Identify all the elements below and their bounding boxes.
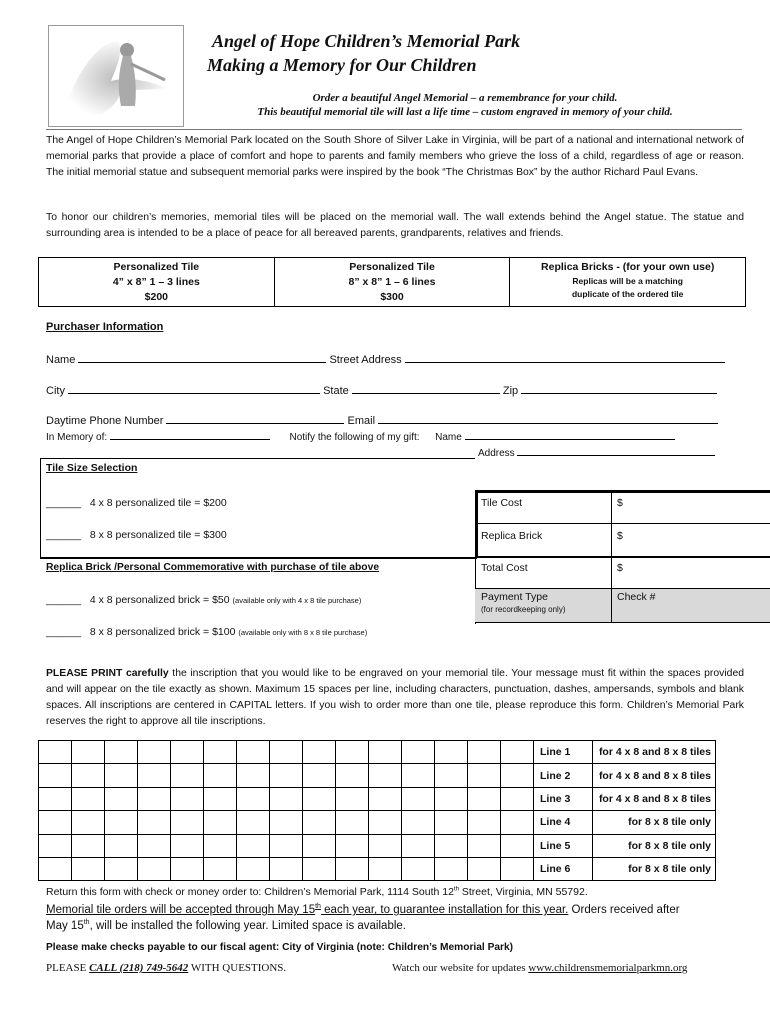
letter-box[interactable] bbox=[501, 787, 534, 810]
deadline-line bbox=[46, 903, 680, 916]
inscription-grid bbox=[38, 740, 716, 881]
header-divider bbox=[46, 129, 742, 130]
letter-box[interactable] bbox=[204, 834, 237, 857]
letter-box[interactable] bbox=[138, 811, 171, 834]
notify-name-label: Name bbox=[435, 432, 462, 443]
deadline-sup: th bbox=[315, 903, 321, 910]
letter-box[interactable] bbox=[303, 811, 336, 834]
letter-box[interactable] bbox=[303, 787, 336, 810]
return-text-2: Street, Virginia, MN 55792. bbox=[458, 886, 588, 898]
line-tile-note: for 4 x 8 and 8 x 8 tiles bbox=[593, 787, 716, 810]
pricing-title: Personalized Tile bbox=[113, 261, 200, 273]
total-cost-row bbox=[475, 558, 770, 589]
letter-box[interactable] bbox=[171, 811, 204, 834]
letter-box[interactable] bbox=[237, 811, 270, 834]
pricing-price: $300 bbox=[380, 291, 404, 303]
letter-box[interactable] bbox=[138, 764, 171, 787]
letter-box[interactable] bbox=[39, 764, 72, 787]
line-label: Line 6 bbox=[534, 857, 593, 880]
tagline-2: This beautiful memorial tile will last a life time – custom engraved in memory of your child. bbox=[257, 106, 673, 118]
brick-option-8x8[interactable] bbox=[46, 625, 367, 640]
option-label: 8 x 8 personalized tile = $300 bbox=[89, 529, 227, 541]
zip-field[interactable] bbox=[521, 382, 717, 394]
letter-box[interactable] bbox=[468, 741, 501, 764]
deadline2-text-2: , will be installed the following year. Limited space is available. bbox=[89, 919, 406, 932]
name-field[interactable] bbox=[78, 351, 326, 363]
line-label: Line 4 bbox=[534, 811, 593, 834]
letter-box[interactable] bbox=[171, 857, 204, 880]
payment-note: (for recordkeeping only) bbox=[481, 605, 566, 614]
letter-box[interactable] bbox=[336, 741, 369, 764]
purchaser-heading: Purchaser Information bbox=[46, 321, 164, 333]
pricing-title: Replica Bricks - (for your own use) bbox=[541, 261, 715, 273]
line-label: Line 1 bbox=[534, 741, 593, 764]
letter-box[interactable] bbox=[270, 857, 303, 880]
letter-box[interactable] bbox=[237, 857, 270, 880]
letter-box[interactable] bbox=[237, 764, 270, 787]
website-line bbox=[392, 962, 687, 974]
letter-box[interactable] bbox=[336, 787, 369, 810]
letter-box[interactable] bbox=[72, 857, 105, 880]
line-tile-note: for 4 x 8 and 8 x 8 tiles bbox=[593, 741, 716, 764]
letter-box[interactable] bbox=[237, 741, 270, 764]
inscription-row bbox=[39, 787, 716, 810]
letter-box[interactable] bbox=[105, 741, 138, 764]
letter-box[interactable] bbox=[402, 857, 435, 880]
letter-box[interactable] bbox=[72, 834, 105, 857]
email-label: Email bbox=[347, 415, 376, 427]
letter-box[interactable] bbox=[171, 741, 204, 764]
replica-label: Replica Brick bbox=[481, 530, 543, 542]
letter-box[interactable] bbox=[105, 811, 138, 834]
letter-box[interactable] bbox=[105, 787, 138, 810]
letter-box[interactable] bbox=[105, 834, 138, 857]
replica-heading: Replica Brick /Personal Commemorative with purchase of tile above bbox=[46, 562, 380, 573]
page-subtitle: Making a Memory for Our Children bbox=[207, 55, 477, 75]
pricing-replica bbox=[509, 258, 745, 306]
letter-box[interactable] bbox=[369, 857, 402, 880]
letter-box[interactable] bbox=[171, 764, 204, 787]
city-row bbox=[46, 382, 717, 398]
letter-box[interactable] bbox=[369, 811, 402, 834]
inscription-row bbox=[39, 834, 716, 857]
notify-address-label: Address bbox=[478, 448, 515, 459]
pricing-title: Personalized Tile bbox=[349, 261, 435, 273]
inscription-text: the inscription that you would like to be engraved on your memorial tile. Your message must fit within the spaces provided and will appear on the tile exactly as shown. Maximum 15 spaces per line, including characters, punctuation, dashes, ampersands, symbols and blank spaces. All inscriptions are centered in CAPITAL letters. If you wish to order more than one tile, please reproduce this form. Children’s Memorial Park reserves the right to approve all tile inscriptions. bbox=[46, 668, 744, 727]
letter-box[interactable] bbox=[402, 741, 435, 764]
option-label: 4 x 8 personalized brick = $50 bbox=[89, 594, 230, 606]
intro-paragraph-2: To honor our children’s memories, memorial tiles will be placed on the memorial wall. The wall extends behind the Angel statue. The statue and surrounding area is intended to be a place of peace for all bereaved parents, grandparents, relatives and friends. bbox=[46, 212, 744, 239]
letter-box[interactable] bbox=[501, 764, 534, 787]
option-label: 8 x 8 personalized brick = $100 bbox=[89, 626, 236, 638]
memory-row bbox=[46, 429, 675, 445]
letter-box[interactable] bbox=[468, 787, 501, 810]
letter-box[interactable] bbox=[369, 834, 402, 857]
letter-box[interactable] bbox=[501, 834, 534, 857]
pricing-8x8 bbox=[274, 258, 510, 306]
letter-box[interactable] bbox=[138, 787, 171, 810]
street-label: Street Address bbox=[329, 354, 402, 366]
website-link[interactable]: www.childrensmemorialparkmn.org bbox=[528, 962, 688, 974]
letter-box[interactable] bbox=[435, 787, 468, 810]
brick-option-4x8[interactable] bbox=[46, 593, 361, 608]
call-text-2: WITH QUESTIONS. bbox=[188, 962, 287, 974]
inscription-instructions bbox=[46, 666, 744, 730]
letter-box[interactable] bbox=[105, 764, 138, 787]
letter-box[interactable] bbox=[270, 764, 303, 787]
phone-row bbox=[46, 412, 718, 428]
line-label: Line 3 bbox=[534, 787, 593, 810]
street-field[interactable] bbox=[405, 351, 725, 363]
letter-box[interactable] bbox=[39, 787, 72, 810]
letter-box[interactable] bbox=[171, 834, 204, 857]
pricing-note: Replicas will be a matching bbox=[572, 276, 683, 286]
letter-box[interactable] bbox=[501, 857, 534, 880]
tile-cost-field[interactable]: $ bbox=[617, 497, 623, 509]
letter-box[interactable] bbox=[402, 787, 435, 810]
letter-box[interactable] bbox=[336, 764, 369, 787]
letter-box[interactable] bbox=[336, 857, 369, 880]
deadline2-text: May 15 bbox=[46, 919, 84, 932]
phone-field[interactable] bbox=[166, 412, 344, 424]
name-row bbox=[46, 351, 725, 367]
replica-field[interactable]: $ bbox=[617, 530, 623, 542]
letter-box[interactable] bbox=[468, 857, 501, 880]
in-memory-field[interactable] bbox=[110, 429, 270, 440]
option-note: (available only with 4 x 8 tile purchase) bbox=[232, 596, 362, 605]
option-label: 4 x 8 personalized tile = $200 bbox=[89, 497, 227, 509]
line-label: Line 5 bbox=[534, 834, 593, 857]
angel-logo bbox=[48, 25, 184, 127]
line-tile-note: for 8 x 8 tile only bbox=[593, 857, 716, 880]
tile-size-bottom-border bbox=[40, 557, 477, 559]
letter-box[interactable] bbox=[171, 787, 204, 810]
inscription-row bbox=[39, 811, 716, 834]
inscription-row bbox=[39, 857, 716, 880]
return-sup: th bbox=[453, 886, 459, 893]
pricing-note: duplicate of the ordered tile bbox=[571, 289, 684, 299]
state-label: State bbox=[323, 385, 349, 397]
letter-box[interactable] bbox=[336, 811, 369, 834]
replica-row bbox=[475, 523, 770, 556]
letter-box[interactable] bbox=[468, 811, 501, 834]
letter-box[interactable] bbox=[72, 741, 105, 764]
cost-box bbox=[475, 490, 770, 623]
name-label: Name bbox=[46, 354, 76, 366]
payment-label: Payment Type bbox=[481, 591, 548, 603]
letter-box[interactable] bbox=[303, 764, 336, 787]
deadline-text-3: Orders received after bbox=[568, 903, 680, 916]
letter-box[interactable] bbox=[303, 834, 336, 857]
letter-box[interactable] bbox=[204, 764, 237, 787]
blank-line: ______ bbox=[46, 497, 82, 509]
tagline-1: Order a beautiful Angel Memorial – a remembrance for your child. bbox=[312, 92, 618, 104]
inscription-row bbox=[39, 764, 716, 787]
letter-box[interactable] bbox=[369, 741, 402, 764]
check-number-field[interactable]: Check # bbox=[617, 591, 656, 603]
payable-note: Please make checks payable to our fiscal agent: City of Virginia (note: Children’s Memorial Park) bbox=[46, 942, 514, 953]
letter-box[interactable] bbox=[501, 741, 534, 764]
pricing-table bbox=[38, 257, 746, 307]
total-cost-label: Total Cost bbox=[481, 562, 528, 574]
letter-box[interactable] bbox=[204, 787, 237, 810]
notify-address-row bbox=[478, 445, 715, 461]
zip-label: Zip bbox=[502, 385, 519, 397]
notify-address-field[interactable] bbox=[517, 445, 715, 456]
payment-row bbox=[475, 589, 770, 623]
in-memory-label: In Memory of: bbox=[46, 432, 108, 443]
letter-box[interactable] bbox=[204, 857, 237, 880]
tile-option-8x8[interactable] bbox=[46, 528, 227, 542]
deadline2-sup: th bbox=[83, 919, 90, 926]
deadline-text: Memorial tile orders will be accepted through May 15 bbox=[46, 903, 316, 916]
letter-box[interactable] bbox=[336, 834, 369, 857]
notify-name-field[interactable] bbox=[465, 429, 675, 440]
tile-cost-label: Tile Cost bbox=[481, 497, 523, 509]
pricing-size: 4” x 8” 1 – 3 lines bbox=[112, 276, 200, 288]
letter-box[interactable] bbox=[72, 764, 105, 787]
letter-box[interactable] bbox=[435, 857, 468, 880]
letter-box[interactable] bbox=[369, 764, 402, 787]
tile-size-left-border bbox=[40, 458, 41, 558]
deadline-line-2 bbox=[46, 919, 406, 932]
angel-silhouette-icon bbox=[49, 26, 183, 126]
letter-box[interactable] bbox=[237, 787, 270, 810]
letter-box[interactable] bbox=[39, 741, 72, 764]
city-label: City bbox=[46, 385, 65, 397]
total-cost-field[interactable]: $ bbox=[617, 562, 623, 574]
letter-box[interactable] bbox=[435, 811, 468, 834]
letter-box[interactable] bbox=[435, 834, 468, 857]
letter-box[interactable] bbox=[468, 764, 501, 787]
return-text: Return this form with check or money order to: Children’s Memorial Park, 1114 South 12 bbox=[46, 886, 454, 898]
letter-box[interactable] bbox=[303, 857, 336, 880]
return-address bbox=[46, 886, 588, 898]
letter-box[interactable] bbox=[270, 787, 303, 810]
letter-box[interactable] bbox=[138, 741, 171, 764]
letter-box[interactable] bbox=[303, 741, 336, 764]
letter-box[interactable] bbox=[501, 811, 534, 834]
phone-number[interactable]: CALL (218) 749-5642 bbox=[89, 962, 189, 974]
state-field[interactable] bbox=[352, 382, 500, 394]
notify-label: Notify the following of my gift: bbox=[289, 432, 420, 443]
option-note: (available only with 8 x 8 tile purchase) bbox=[238, 628, 368, 637]
letter-box[interactable] bbox=[270, 811, 303, 834]
email-field[interactable] bbox=[378, 412, 718, 424]
deadline-text-2: each year, to guarantee installation for this year. bbox=[320, 903, 569, 916]
tile-option-4x8[interactable] bbox=[46, 496, 227, 510]
call-text: PLEASE bbox=[46, 962, 90, 974]
letter-box[interactable] bbox=[270, 834, 303, 857]
intro-paragraph: The Angel of Hope Children’s Memorial Park located on the South Shore of Silver Lake in Virginia, will be part of a national and international network of memorial parks that provide a place of comfort and hope to parents and family members who grieve the loss of a child, regardless of age or reason. The initial memorial statue and subsequent memorial parks were inspired by the book “The Christmas Box” by the author Richard Paul Evans. bbox=[46, 135, 744, 178]
letter-box[interactable] bbox=[138, 857, 171, 880]
inscription-row bbox=[39, 741, 716, 764]
letter-box[interactable] bbox=[435, 741, 468, 764]
letter-box[interactable] bbox=[369, 787, 402, 810]
city-field[interactable] bbox=[68, 382, 320, 394]
tile-cost-row bbox=[475, 490, 770, 524]
line-tile-note: for 4 x 8 and 8 x 8 tiles bbox=[593, 764, 716, 787]
letter-box[interactable] bbox=[72, 811, 105, 834]
letter-box[interactable] bbox=[105, 857, 138, 880]
letter-box[interactable] bbox=[435, 764, 468, 787]
blank-line: ______ bbox=[46, 594, 82, 606]
letter-box[interactable] bbox=[402, 834, 435, 857]
website-label: Watch our website for updates bbox=[392, 962, 529, 974]
phone-label: Daytime Phone Number bbox=[46, 415, 164, 427]
letter-box[interactable] bbox=[204, 741, 237, 764]
letter-box[interactable] bbox=[204, 811, 237, 834]
tile-size-heading: Tile Size Selection bbox=[46, 462, 138, 474]
call-line bbox=[46, 962, 286, 974]
page-title: Angel of Hope Children’s Memorial Park bbox=[212, 31, 521, 51]
pricing-price: $200 bbox=[144, 291, 169, 303]
letter-box[interactable] bbox=[39, 811, 72, 834]
letter-box[interactable] bbox=[72, 787, 105, 810]
letter-box[interactable] bbox=[270, 741, 303, 764]
line-tile-note: for 8 x 8 tile only bbox=[593, 811, 716, 834]
letter-box[interactable] bbox=[402, 764, 435, 787]
letter-box[interactable] bbox=[39, 834, 72, 857]
pricing-size: 8” x 8” 1 – 6 lines bbox=[348, 276, 436, 288]
letter-box[interactable] bbox=[39, 857, 72, 880]
line-label: Line 2 bbox=[534, 764, 593, 787]
please-print: PLEASE PRINT carefully bbox=[46, 668, 169, 679]
letter-box[interactable] bbox=[402, 811, 435, 834]
letter-box[interactable] bbox=[138, 834, 171, 857]
blank-line: ______ bbox=[46, 529, 82, 541]
pricing-4x8 bbox=[39, 258, 274, 306]
line-tile-note: for 8 x 8 tile only bbox=[593, 834, 716, 857]
letter-box[interactable] bbox=[237, 834, 270, 857]
letter-box[interactable] bbox=[468, 834, 501, 857]
blank-line: ______ bbox=[46, 626, 82, 638]
